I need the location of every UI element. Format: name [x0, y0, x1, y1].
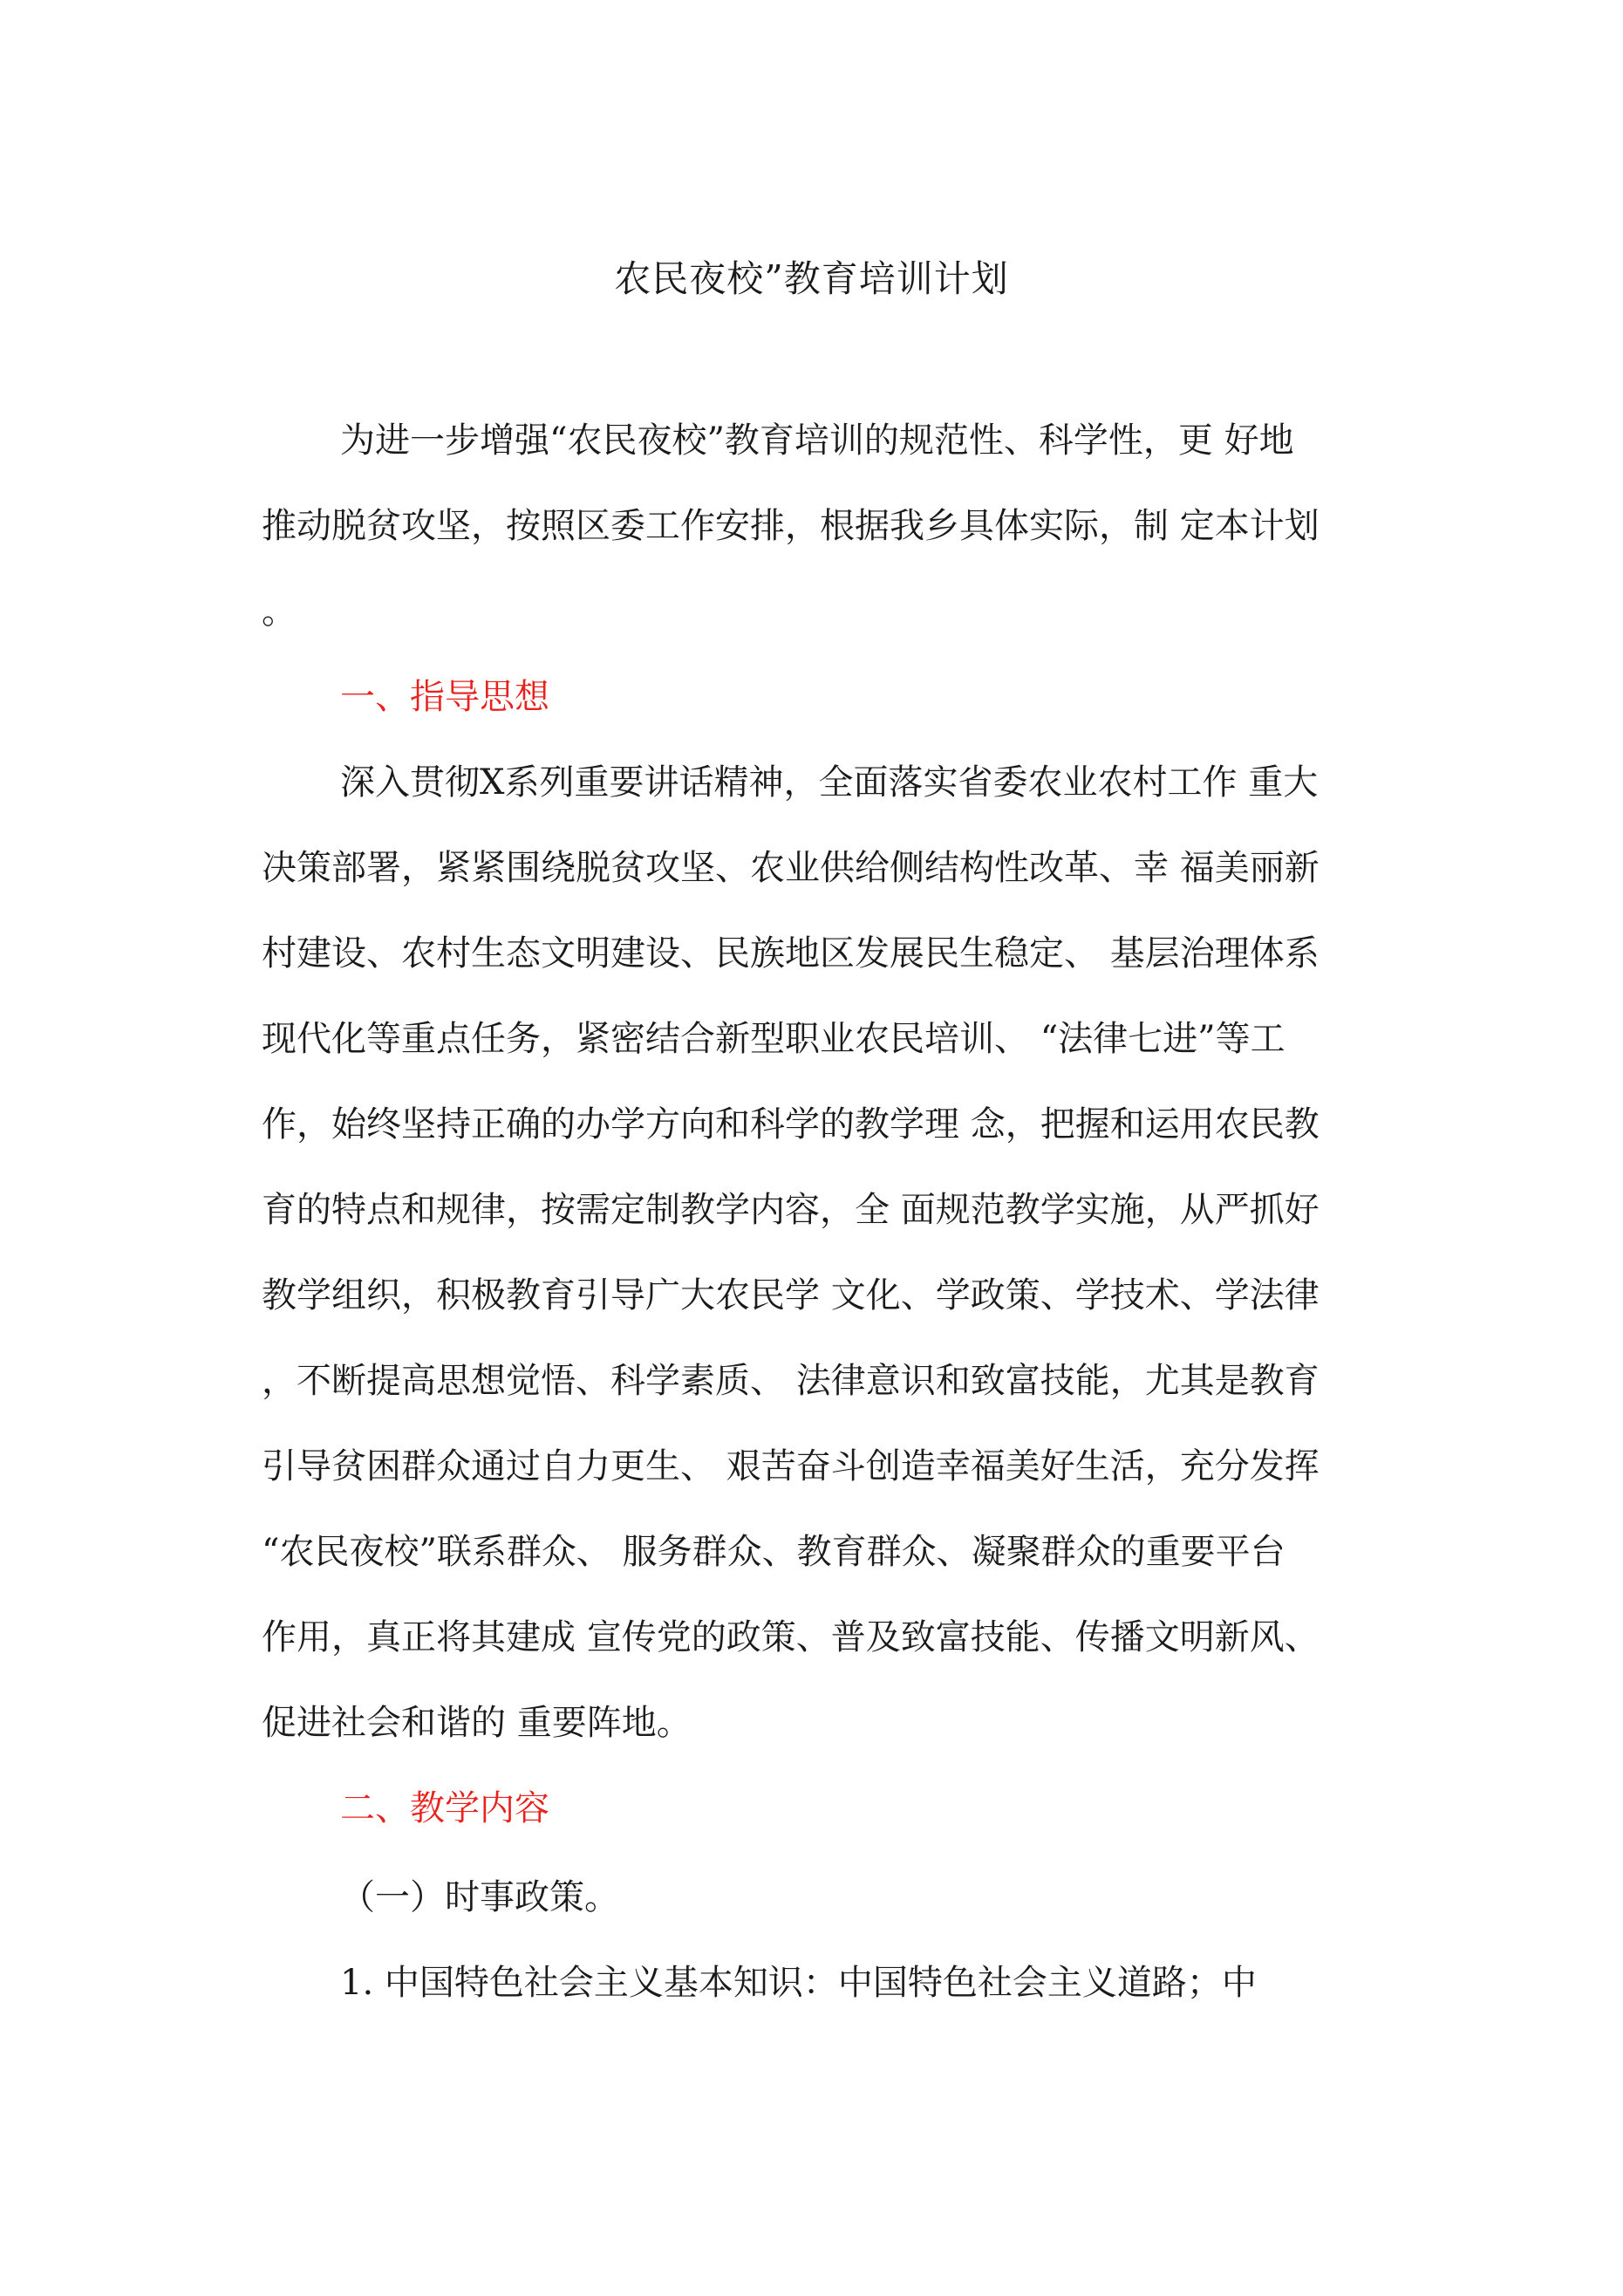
body-line-5: 作，始终坚持正确的办学方向和科学的教学理 念，把握和运用农民教	[262, 1104, 1320, 1145]
intro-line-1: 为进一步增强“农民夜校”教育培训的规范性、科学性，更 好地	[340, 420, 1294, 461]
section-heading-guiding-thought: 一、指导思想	[340, 677, 549, 717]
body-line-2: 决策部署，紧紧围绕脱贫攻坚、农业供给侧结构性改革、幸 福美丽新	[262, 848, 1320, 888]
document-title: 农民夜校”教育培训计划	[614, 257, 1009, 300]
body-line-4: 现代化等重点任务，紧密结合新型职业农民培训、 “法律七进”等工	[262, 1019, 1285, 1059]
body-line-11: 作用，真正将其建成 宣传党的政策、普及致富技能、传播文明新风、	[262, 1617, 1320, 1657]
body-line-12: 促进社会和谐的 重要阵地。	[262, 1703, 692, 1743]
section-heading-teaching-content: 二、教学内容	[340, 1788, 549, 1828]
list-item-1: 1. 中国特色社会主义基本知识：中国特色社会主义道路；中	[340, 1963, 1257, 2003]
body-line-8: ，不断提高思想觉悟、科学素质、 法律意识和致富技能，尤其是教育	[262, 1361, 1320, 1401]
subsection-heading-current-affairs: （一）时事政策。	[340, 1877, 619, 1917]
body-line-9: 引导贫困群众通过自力更生、 艰苦奋斗创造幸福美好生活，充分发挥	[262, 1446, 1320, 1486]
body-line-3: 村建设、农村生态文明建设、民族地区发展民生稳定、 基层治理体系	[262, 933, 1320, 974]
body-line-10: “农民夜校”联系群众、 服务群众、教育群众、凝聚群众的重要平台	[262, 1532, 1285, 1572]
body-line-1: 深入贯彻X系列重要讲话精神，全面落实省委农业农村工作 重大	[340, 762, 1319, 803]
intro-line-2: 推动脱贫攻坚，按照区委工作安排，根据我乡具体实际，制 定本计划	[262, 506, 1320, 546]
body-line-7: 教学组织，积极教育引导广大农民学 文化、学政策、学技术、学法律	[262, 1275, 1320, 1315]
body-line-6: 育的特点和规律，按需定制教学内容，全 面规范教学实施，从严抓好	[262, 1190, 1320, 1230]
intro-line-3: 。	[262, 591, 297, 632]
